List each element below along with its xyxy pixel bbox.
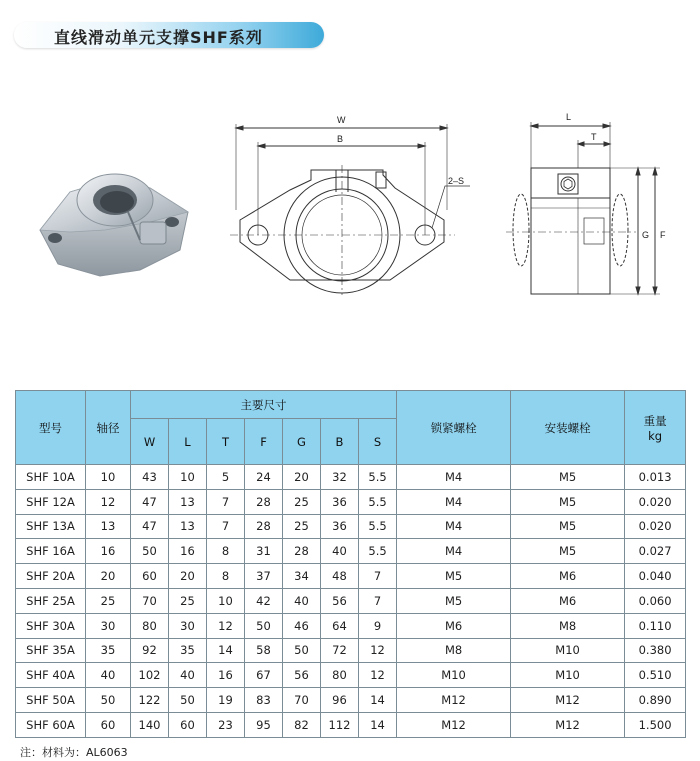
cell-f: 28 (245, 489, 283, 514)
cell-t: 8 (207, 564, 245, 589)
dim-label-t: T (591, 132, 597, 142)
front-view-drawing (230, 124, 470, 295)
cell-g: 70 (283, 688, 321, 713)
dim-label-g: G (642, 230, 650, 240)
cell-w: 92 (131, 638, 169, 663)
cell-shaft: 10 (86, 465, 131, 490)
col-header-g: G (283, 419, 321, 465)
cell-b: 36 (321, 489, 359, 514)
weight-unit: kg (648, 428, 663, 443)
cell-t: 16 (207, 663, 245, 688)
col-header-l: L (169, 419, 207, 465)
cell-f: 37 (245, 564, 283, 589)
product-photo (40, 174, 188, 276)
side-view-drawing (506, 122, 660, 294)
cell-g: 40 (283, 588, 321, 613)
cell-g: 50 (283, 638, 321, 663)
cell-w: 80 (131, 613, 169, 638)
cell-shaft: 12 (86, 489, 131, 514)
page-title: 直线滑动单元支撑SHF系列 (54, 28, 263, 47)
cell-g: 34 (283, 564, 321, 589)
cell-shaft: 25 (86, 588, 131, 613)
table-row (16, 564, 686, 589)
cell-t: 7 (207, 514, 245, 539)
cell-b: 64 (321, 613, 359, 638)
col-header-w: W (131, 419, 169, 465)
cell-b: 112 (321, 712, 359, 737)
cell-w: 43 (131, 465, 169, 490)
spec-table (15, 390, 686, 738)
cell-weight: 0.020 (625, 514, 686, 539)
cell-model: SHF 20A (16, 564, 86, 589)
cell-t: 5 (207, 465, 245, 490)
cell-shaft: 50 (86, 688, 131, 713)
cell-w: 47 (131, 489, 169, 514)
dim-label-b: B (337, 134, 344, 144)
cell-mount: M8 (511, 613, 625, 638)
cell-t: 7 (207, 489, 245, 514)
material-note: 注：材料为：AL6063 (20, 746, 128, 759)
cell-l: 10 (169, 465, 207, 490)
cell-shaft: 30 (86, 613, 131, 638)
cell-lock: M12 (397, 688, 511, 713)
cell-s: 14 (359, 688, 397, 713)
cell-l: 60 (169, 712, 207, 737)
cell-w: 50 (131, 539, 169, 564)
cell-t: 10 (207, 588, 245, 613)
cell-mount: M5 (511, 514, 625, 539)
cell-f: 42 (245, 588, 283, 613)
cell-w: 140 (131, 712, 169, 737)
col-header-lock-bolt: 锁紧螺栓 (397, 391, 511, 465)
cell-b: 48 (321, 564, 359, 589)
cell-mount: M5 (511, 465, 625, 490)
cell-t: 8 (207, 539, 245, 564)
cell-f: 58 (245, 638, 283, 663)
title-banner (14, 22, 324, 48)
cell-shaft: 35 (86, 638, 131, 663)
weight-label: 重量 (643, 413, 667, 428)
cell-s: 14 (359, 712, 397, 737)
cell-b: 36 (321, 514, 359, 539)
cell-lock: M5 (397, 564, 511, 589)
cell-g: 28 (283, 539, 321, 564)
cell-t: 12 (207, 613, 245, 638)
cell-l: 50 (169, 688, 207, 713)
cell-g: 56 (283, 663, 321, 688)
cell-mount: M5 (511, 539, 625, 564)
cell-f: 31 (245, 539, 283, 564)
cell-f: 24 (245, 465, 283, 490)
dim-label-f: F (660, 230, 666, 240)
cell-lock: M4 (397, 465, 511, 490)
cell-l: 35 (169, 638, 207, 663)
dim-label-w: W (337, 115, 346, 125)
dim-label-2s: 2–S (448, 176, 465, 186)
cell-s: 5.5 (359, 514, 397, 539)
cell-mount: M12 (511, 712, 625, 737)
cell-weight: 0.510 (625, 663, 686, 688)
col-header-main-dims: 主要尺寸 (131, 391, 397, 419)
cell-f: 67 (245, 663, 283, 688)
cell-model: SHF 35A (16, 638, 86, 663)
cell-s: 7 (359, 588, 397, 613)
cell-weight: 0.110 (625, 613, 686, 638)
cell-shaft: 40 (86, 663, 131, 688)
cell-g: 20 (283, 465, 321, 490)
cell-shaft: 20 (86, 564, 131, 589)
cell-l: 25 (169, 588, 207, 613)
cell-weight: 0.060 (625, 588, 686, 613)
cell-shaft: 60 (86, 712, 131, 737)
spec-table-body (16, 465, 686, 738)
cell-l: 20 (169, 564, 207, 589)
cell-l: 16 (169, 539, 207, 564)
table-row (16, 588, 686, 613)
cell-model: SHF 40A (16, 663, 86, 688)
cell-f: 83 (245, 688, 283, 713)
table-row (16, 539, 686, 564)
table-row (16, 613, 686, 638)
col-header-t: T (207, 419, 245, 465)
cell-weight: 1.500 (625, 712, 686, 737)
cell-model: SHF 60A (16, 712, 86, 737)
cell-w: 122 (131, 688, 169, 713)
cell-w: 47 (131, 514, 169, 539)
col-header-model: 型号 (16, 391, 86, 465)
cell-shaft: 16 (86, 539, 131, 564)
cell-model: SHF 16A (16, 539, 86, 564)
cell-weight: 0.027 (625, 539, 686, 564)
cell-lock: M4 (397, 489, 511, 514)
cell-weight: 0.380 (625, 638, 686, 663)
cell-g: 82 (283, 712, 321, 737)
cell-model: SHF 25A (16, 588, 86, 613)
cell-mount: M5 (511, 489, 625, 514)
cell-mount: M12 (511, 688, 625, 713)
dim-label-l: L (566, 112, 572, 122)
cell-t: 19 (207, 688, 245, 713)
col-header-s: S (359, 419, 397, 465)
cell-mount: M6 (511, 564, 625, 589)
col-header-mount-bolt: 安装螺栓 (511, 391, 625, 465)
cell-t: 23 (207, 712, 245, 737)
cell-t: 14 (207, 638, 245, 663)
cell-model: SHF 10A (16, 465, 86, 490)
cell-weight: 0.890 (625, 688, 686, 713)
cell-g: 46 (283, 613, 321, 638)
cell-s: 7 (359, 564, 397, 589)
cell-s: 12 (359, 638, 397, 663)
cell-f: 28 (245, 514, 283, 539)
cell-f: 50 (245, 613, 283, 638)
cell-shaft: 13 (86, 514, 131, 539)
cell-w: 102 (131, 663, 169, 688)
cell-mount: M10 (511, 638, 625, 663)
table-row (16, 638, 686, 663)
cell-weight: 0.013 (625, 465, 686, 490)
cell-b: 40 (321, 539, 359, 564)
table-row (16, 465, 686, 490)
cell-s: 9 (359, 613, 397, 638)
cell-s: 5.5 (359, 489, 397, 514)
cell-mount: M10 (511, 663, 625, 688)
cell-l: 13 (169, 489, 207, 514)
cell-l: 13 (169, 514, 207, 539)
cell-lock: M6 (397, 613, 511, 638)
cell-lock: M5 (397, 588, 511, 613)
cell-model: SHF 13A (16, 514, 86, 539)
cell-lock: M10 (397, 663, 511, 688)
cell-s: 12 (359, 663, 397, 688)
cell-model: SHF 30A (16, 613, 86, 638)
cell-b: 80 (321, 663, 359, 688)
cell-g: 25 (283, 514, 321, 539)
col-header-weight (625, 391, 686, 465)
col-header-f: F (245, 419, 283, 465)
cell-g: 25 (283, 489, 321, 514)
product-drawings (0, 80, 700, 310)
cell-mount: M6 (511, 588, 625, 613)
table-row (16, 688, 686, 713)
cell-s: 5.5 (359, 539, 397, 564)
table-row (16, 663, 686, 688)
table-row (16, 489, 686, 514)
cell-lock: M4 (397, 539, 511, 564)
cell-l: 30 (169, 613, 207, 638)
cell-b: 96 (321, 688, 359, 713)
cell-l: 40 (169, 663, 207, 688)
cell-weight: 0.040 (625, 564, 686, 589)
cell-w: 60 (131, 564, 169, 589)
cell-s: 5.5 (359, 465, 397, 490)
col-header-shaft: 轴径 (86, 391, 131, 465)
cell-lock: M4 (397, 514, 511, 539)
cell-lock: M12 (397, 712, 511, 737)
cell-w: 70 (131, 588, 169, 613)
cell-lock: M8 (397, 638, 511, 663)
cell-f: 95 (245, 712, 283, 737)
cell-weight: 0.020 (625, 489, 686, 514)
cell-b: 56 (321, 588, 359, 613)
cell-b: 32 (321, 465, 359, 490)
cell-model: SHF 50A (16, 688, 86, 713)
table-row (16, 514, 686, 539)
cell-b: 72 (321, 638, 359, 663)
table-row (16, 712, 686, 737)
col-header-b: B (321, 419, 359, 465)
cell-model: SHF 12A (16, 489, 86, 514)
